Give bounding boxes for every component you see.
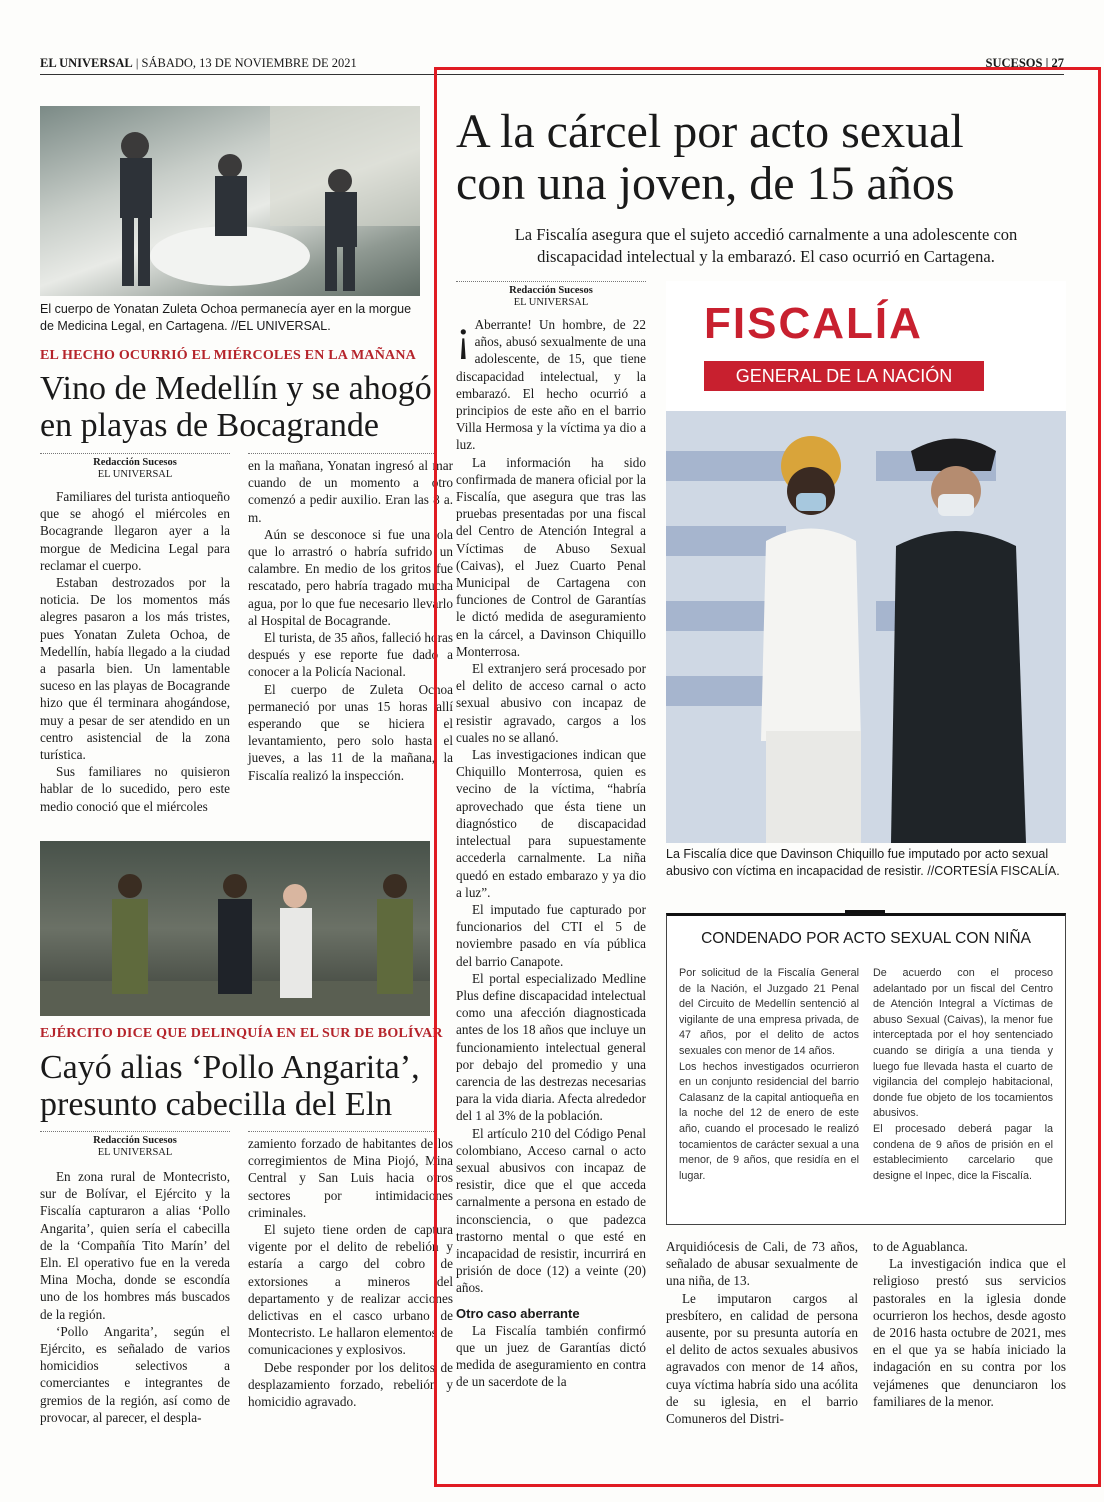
story1-headline-line2: en playas de Bocagrande [40, 407, 379, 444]
main-deck-line1: La Fiscalía asegura que el sujeto accedió carnalmente a una adolescente con [514, 225, 1018, 244]
fiscalia-photo-scene [666, 411, 1066, 843]
story1-col2 [248, 454, 453, 784]
sidebar-col2 [873, 966, 1053, 1184]
sidebar-paragraph: De acuerdo con el proceso adelantado por un fiscal del Centro de Atención Integral a Víctimas de abuso Sexual (Caivas), la menor fue interceptada por el hoy sentenciado cuando se dirigía a una tienda y luego fue llevada hasta el cuarto de vigilancia del complejo habitacional, donde fue objeto de los tocamientos abusivos. [873, 967, 1053, 1120]
main-deck [456, 224, 1076, 268]
sidebar-title: CONDENADO POR ACTO SEXUAL CON NIÑA [701, 930, 1031, 947]
story1-headline [40, 370, 440, 444]
main-paragraph: La Fiscalía también confirmó que un juez de Garantías dictó medida de aseguramiento en contra de un sacerdote de la [456, 1322, 646, 1390]
story1-byline [40, 453, 230, 481]
story1-paragraph: Aún se desconoce si fue una ola que lo arrastró o habría sufrido un calambre. En medio de los gritos fue rescatado, pero habría tragado mucha agua, por lo que fue necesario llevarlo al Hospital de Bocagrande. [248, 526, 453, 628]
main-headline-line2: con una joven, de 15 años [456, 157, 955, 210]
masthead-left: EL UNIVERSAL | SÁBADO, 13 DE NOVIEMBRE DE 2021 [40, 56, 357, 70]
main-byline-name: Redacción Sucesos [509, 285, 593, 296]
story1-headline-line1: Vino de Medellín y se ahogó [40, 370, 432, 407]
morgue-photo-caption: El cuerpo de Yonatan Zuleta Ochoa permanecía ayer en la morgue de Medicina Legal, en Cartagena. //EL UNIVERSAL. [40, 302, 412, 333]
main-col2 [666, 1238, 858, 1427]
main-paragraph: El artículo 210 del Código Penal colombiano, Acceso carnal o acto sexual abusivos con incapaz de resistir, dice que el que acceda carnalmente a persona en estado de inconsciencia, o que padezca trastorno mental o que esté en incapacidad de resistir, incurrirá en prisión de doce (12) a veinte (20) años. [456, 1125, 646, 1296]
story1-paragraph: Estaban destrozados por la noticia. De los momentos más alegres pasaron a los más tristes, pues Yonatan Zuleta Ochoa, de Medellín, había llegado a la ciudad a pasarla bien. Un lamentable suceso en las playas de Bocagrande hizo que él terminara ahogándose, muy a pesar de ser atendido en un centro asistencial de la zona turística. [40, 575, 230, 763]
main-byline [456, 281, 646, 309]
morgue-photo-illustration [40, 106, 420, 296]
sidebar-box [666, 913, 1066, 1225]
main-paragraph: Arquidiócesis de Cali, de 73 años, señalado de abusar sexualmente de una niña, de 13. [666, 1239, 858, 1289]
story2-byline-org: EL UNIVERSAL [97, 1147, 173, 1158]
army-photo-illustration [40, 841, 430, 1016]
main-paragraph: El imputado fue capturado por funcionarios del CTI el 5 de noviembre pasado en vía pública del barrio Canapote. [456, 901, 646, 969]
story1-paragraph: El turista, de 35 años, falleció horas después y ese reporte fue dado a conocer a la Policía Nacional. [248, 630, 453, 680]
paper-name: EL UNIVERSAL [40, 56, 133, 70]
story2-headline-line2: presunto cabecilla del Eln [40, 1086, 393, 1123]
main-paragraph: Las investigaciones indican que Chiquillo Monterrosa, quien es vecino de la víctima, “habría aprovechado que ésta tiene un diagnóstico de discapacidad intelectual para supuestamente accederla carnalmente. La niña quedó en estado embarazo y ya dio a luz”. [456, 747, 646, 900]
fiscalia-photo-caption: La Fiscalía dice que Davinson Chiquillo fue imputado por acto sexual abusivo con víctima en incapacidad de resistir. //CORTESÍA FISCALÍA. [666, 847, 1060, 878]
main-paragraph: El extranjero será procesado por el delito de acceso carnal o acto sexual abusivo con incapaz de resistir agravado, cargos a los cuales no se allanó. [456, 661, 646, 745]
story1-paragraph: Sus familiares no quisieron hablar de lo sucedido, pero este medio conoció que el miércoles [40, 764, 230, 814]
main-paragraph: La investigación indica que el religioso prestó sus servicios pastorales en la iglesia donde ocurrieron los hechos, desde agosto de 2016 hasta octubre de 2021, mes en el que ya se había iniciado la indagación en su contra por los vejámenes que denunciaron los familiares de la menor. [873, 1256, 1066, 1409]
sidebar-col1 [679, 966, 859, 1184]
sidebar-paragraph: Por solicitud de la Fiscalía General de la Nación, el Juzgado 21 Penal del Circuito de Medellín sentenció al vigilante de una empresa privada, de 47 años, por el delito de actos sexuales con menor de 14 años. [679, 967, 859, 1057]
main-paragraph: El portal especializado Medline Plus define discapacidad intelectual como una afección diagnosticada antes de los 18 años que incluye un funcionamiento intelectual general por debajo del promedio y una carencia de las destrezas necesarias para la vida diaria. Afecta alrededor del 1 al 3% de la población. [456, 970, 646, 1124]
main-paragraph: Le imputaron cargos al presbítero, en calidad de persona ausente, por su presunta autoría en el delito de actos sexuales abusivos agravados con menor de 14 años, cuya víctima habría sido una acólita de su iglesia, en el barrio Comuneros del Distri- [666, 1290, 858, 1427]
main-headline [456, 106, 1076, 210]
fiscalia-banner-subtitle: GENERAL DE LA NACIÓN [704, 361, 984, 391]
fiscalia-banner-title: FISCALÍA [704, 299, 923, 348]
main-dropcap: ¡ [456, 311, 471, 360]
morgue-photo [40, 106, 420, 296]
main-paragraph: La información ha sido confirmada de manera oficial por la Fiscalía, que asegura que tras las pruebas presentadas por una fiscal del Centro de Atención Integral a Víctimas de Abuso Sexual (Caivas), el Juez Cuarto Penal Municipal de Cartagena con funciones de Control de Garantías le dictó medida de aseguramiento en la cárcel, a Davinson Chiquillo Monterrosa. [456, 454, 646, 659]
issue-date: SÁBADO, 13 DE NOVIEMBRE DE 2021 [141, 56, 357, 70]
story1-paragraph: en la mañana, Yonatan ingresó al mar cuando de un momento a otro comenzó a pedir auxilio. Eran las 8 a. m. [248, 458, 453, 525]
story1-col2-clip [248, 453, 453, 829]
story1-paragraph: El cuerpo de Zuleta Ochoa permaneció por unas 15 horas allí esperando que se hiciera el levantamiento, pero solo hasta el jueves, a las 11 de la mañana, la Fiscalía realizó la inspección. [248, 681, 453, 783]
story2-headline [40, 1049, 440, 1123]
main-col3 [873, 1238, 1066, 1410]
story2-byline [40, 1131, 230, 1159]
section-name: SUCESOS [985, 56, 1043, 70]
story2-byline-name: Redacción Sucesos [93, 1135, 177, 1146]
story2-kicker: EJÉRCITO DICE QUE DELINQUÍA EN EL SUR DE BOLÍVAR [40, 1026, 443, 1041]
sidebar-paragraph: Los hechos investigados ocurrieron en un conjunto residencial del barrio Calasanz de la capital antioqueña en la noche del 12 de enero de este año, cuando el procesado le realizó tocamientos de carácter sexual a una menor, de 9 años, que residía en el lugar. [679, 1060, 859, 1182]
story2-paragraph: ‘Pollo Angarita’, según el Ejército, es señalado de varios homicidios selectivos a comerciantes e integrantes de gremios de la región, así como de provocar, al parecer, el despla- [40, 1323, 230, 1425]
story2-paragraph: Debe responder por los delitos de desplazamiento forzado, rebelión y homicidio agravado. [248, 1359, 453, 1410]
story1-kicker: EL HECHO OCURRIÓ EL MIÉRCOLES EN LA MAÑANA [40, 348, 416, 363]
main-deck-line2: discapacidad intelectual y la embarazó. El caso ocurrió en Cartagena. [537, 247, 995, 266]
main-lead [456, 311, 646, 454]
story1-byline-org: EL UNIVERSAL [97, 469, 173, 480]
fiscalia-banner [666, 281, 1066, 411]
story1-col1 [40, 488, 230, 815]
story2-paragraph: zamiento forzado de habitantes de los corregimientos de Mina Piojó, Mina Central y San Luis hacia otros sectores por intimidaciones criminales. [248, 1136, 453, 1220]
story2-col1 [40, 1168, 230, 1426]
main-headline-line1: A la cárcel por acto sexual [456, 105, 964, 158]
army-photo [40, 841, 430, 1016]
sidebar-paragraph: El procesado deberá pagar la condena de 9 años de prisión en el establecimiento carcelario que designe el Inpec, dice la Fiscalía. [873, 1122, 1053, 1182]
main-paragraph: to de Aguablanca. [873, 1239, 968, 1254]
story2-headline-line1: Cayó alias ‘Pollo Angarita’, [40, 1049, 420, 1086]
main-lead-text: Aberrante! Un hombre, de 22 años, abusó sexualmente de una adolescente, de 15, que tiene discapacidad intelectual, y la embarazó. El hecho ocurrió a principios de este año en el barrio Villa Hermosa y la víctima ya dio a luz. [456, 317, 646, 453]
story2-paragraph: El sujeto tiene orden de captura vigente por el delito de rebelión y estaría a cargo del cobro de extorsiones a mineros del departamento y de realizar acciones delictivas en el casco urbano de Montecristo. Le hallaron elementos de comunicaciones y explosivos. [248, 1222, 453, 1358]
main-col1 [456, 311, 646, 1391]
main-byline-org: EL UNIVERSAL [513, 297, 589, 308]
main-subhead: Otro caso aberrante [456, 1305, 580, 1321]
page-number: 27 [1051, 56, 1064, 70]
story2-paragraph: En zona rural de Montecristo, sur de Bolívar, el Ejército y la Fiscalía capturaron a alias ‘Pollo Angarita’, quien sería el cabecilla de la ‘Compañía Tito Marín’ del Eln. El operativo fue en la vereda Mina Mocha, donde se escondía uno de los hombres más buscados de la región. [40, 1169, 230, 1322]
story1-byline-name: Redacción Sucesos [93, 457, 177, 468]
story1-paragraph: Familiares del turista antioqueño que se ahogó el miércoles en Bocagrande llegaron ayer a la morgue de Medicina Legal para reclamar el cuerpo. [40, 489, 230, 573]
story2-col2 [248, 1132, 453, 1410]
fiscalia-photo [666, 281, 1066, 843]
masthead-right: SUCESOS | 27 [985, 56, 1064, 70]
story2-col2-clip [248, 1131, 453, 1427]
